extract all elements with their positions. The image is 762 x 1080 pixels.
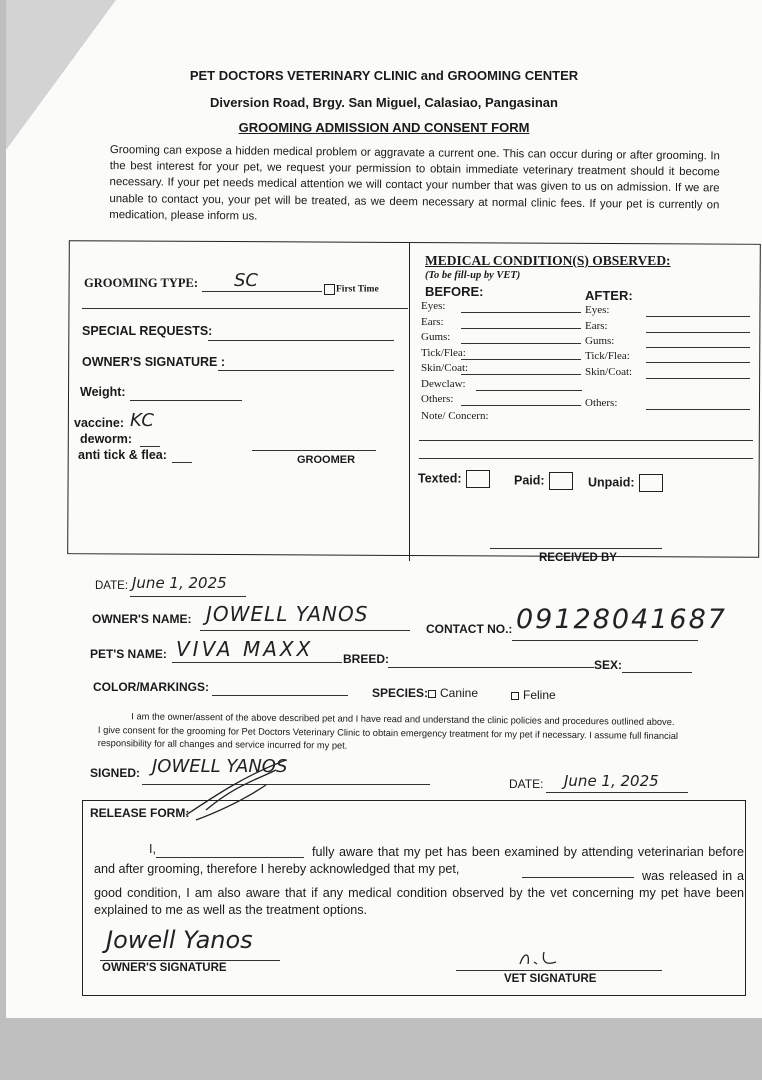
before-field-line <box>461 328 581 329</box>
grooming-type-label: GROOMING TYPE: <box>84 276 199 290</box>
owner-signature-line <box>218 370 394 371</box>
release-title: RELEASE FORM: <box>90 806 190 820</box>
before-label: BEFORE: <box>425 284 484 299</box>
grooming-type-line <box>202 291 322 292</box>
medical-title: MEDICAL CONDITION(S) OBSERVED: <box>425 253 671 268</box>
release-owner-signature-label: OWNER'S SIGNATURE <box>102 962 227 974</box>
weight-label: Weight: <box>80 385 126 399</box>
release-text-b: was released in a good condition, I am also aware that if any medical condition observed by the vet concerning my pet have been explained to me as well as the treatment options. <box>94 869 744 917</box>
groomer-label: GROOMER <box>297 454 356 466</box>
canine-label: Canine <box>440 686 479 700</box>
first-time-label: First Time <box>336 284 379 295</box>
contact-line <box>512 640 698 641</box>
paid-field[interactable] <box>514 472 573 490</box>
weight-line <box>130 400 242 401</box>
unpaid-field[interactable] <box>588 474 663 492</box>
before-field-label: Ears: <box>421 315 444 328</box>
form-title: GROOMING ADMISSION AND CONSENT FORM <box>238 120 530 135</box>
clinic-address: Diversion Road, Brgy. San Miguel, Calasiao, Pangasinan <box>210 95 558 110</box>
note-line-1 <box>419 440 753 441</box>
after-field-label: Skin/Coat: <box>585 366 633 378</box>
contact-label: CONTACT NO.: <box>426 622 513 636</box>
owner-name-value: JOWELL YANOS <box>206 602 369 626</box>
breed-line <box>388 667 594 668</box>
unpaid-label: Unpaid: <box>588 475 635 490</box>
vet-signature-label: VET SIGNATURE <box>504 973 597 985</box>
date-line <box>130 596 246 597</box>
consent-date-line <box>546 792 688 793</box>
feline-option[interactable] <box>511 688 556 702</box>
feline-label: Feline <box>523 688 556 702</box>
before-field-line <box>461 359 581 360</box>
vet-initials-scribble <box>516 948 566 970</box>
canine-option[interactable] <box>428 686 478 700</box>
breed-label: BREED: <box>343 652 390 666</box>
intro-paragraph: Grooming can expose a hidden medical problem or aggravate a current one. This can occur during or after grooming. In the best interest for your pet, we request your permission to obtain immediate veterinary treatment should it become necessary. If your pet needs medical attention we will contact your number that was given to us on admission. If we are unable to contact you, your pet will be treated, as we deem necessary at normal clinic fees. If your pet is currently on medication, please inform us. <box>109 143 720 223</box>
texted-label: Texted: <box>418 471 462 486</box>
before-field-label: Tick/Flea: <box>421 346 466 359</box>
before-field-line <box>476 390 582 391</box>
after-field-line <box>646 332 750 333</box>
release-owner-line <box>100 960 280 961</box>
release-owner-signature-value: Jowell Yanos <box>106 926 253 954</box>
sex-label: SEX: <box>594 658 623 672</box>
medical-subtitle: (To be fill-up by VET) <box>425 270 521 281</box>
owner-signature-label: OWNER'S SIGNATURE : <box>82 355 226 369</box>
signed-label: SIGNED: <box>90 766 141 780</box>
color-label: COLOR/MARKINGS: <box>93 680 209 694</box>
special-requests-label: SPECIAL REQUESTS: <box>82 324 213 338</box>
release-text-a: fully aware that my pet has been examined by attending veterinarian before and after grooming, therefore I hereby acknowledged that my pet, <box>94 845 744 876</box>
clinic-name: PET DOCTORS VETERINARY CLINIC and GROOMING CENTER <box>189 68 579 83</box>
note-label: Note/ Concern: <box>421 410 489 422</box>
before-field-line <box>461 312 581 313</box>
consent-date-value: June 1, 2025 <box>564 772 659 790</box>
before-field-line <box>461 374 581 375</box>
box-divider <box>409 243 410 561</box>
before-field-label: Skin/Coat: <box>421 362 469 374</box>
pet-name-value: VIVA MAXX <box>176 637 314 661</box>
texted-field[interactable] <box>418 470 490 488</box>
pet-name-line <box>172 662 342 663</box>
grooming-type-value: SC <box>234 270 258 291</box>
owner-name-line <box>200 630 410 631</box>
after-field-line <box>646 409 750 410</box>
anti-tick-line <box>172 462 192 463</box>
color-line <box>212 695 348 696</box>
consent-date-label: DATE: <box>509 777 544 791</box>
deworm-line <box>140 446 160 447</box>
unpaid-checkbox[interactable] <box>639 474 663 492</box>
anti-tick-label: anti tick & flea: <box>78 448 167 462</box>
consent-text-2: I give consent for the grooming for Pet Doctors Veterinary Clinic to obtain emergency treatment for my pet if necessary. I assume full financial responsibility for all changes and service incurred for my pet. <box>97 724 679 751</box>
before-field-label: Dewclaw: <box>421 377 466 390</box>
first-time-option[interactable] <box>324 284 379 295</box>
contact-value: 09128041687 <box>516 604 727 635</box>
after-field-label: Others: <box>585 397 618 409</box>
vaccine-label: vaccine: <box>74 416 125 430</box>
owner-name-label: OWNER'S NAME: <box>92 612 192 626</box>
after-field-line <box>646 362 750 363</box>
after-field-line <box>646 347 750 348</box>
signed-value: JOWELL YANOS <box>152 756 288 777</box>
after-field-line <box>646 316 750 317</box>
received-by-label: RECEIVED BY <box>539 552 617 564</box>
after-field-label: Tick/Flea: <box>585 350 630 362</box>
texted-checkbox[interactable] <box>466 470 490 488</box>
before-field-line <box>461 343 581 344</box>
before-field-label: Gums: <box>421 331 451 343</box>
deworm-label: deworm: <box>80 432 133 446</box>
release-i-label: I, <box>149 842 156 856</box>
before-field-line <box>461 405 581 406</box>
paid-label: Paid: <box>514 473 545 488</box>
date-value: June 1, 2025 <box>132 574 227 592</box>
after-field-label: Gums: <box>585 335 615 347</box>
special-requests-line <box>208 340 394 341</box>
date-label: DATE: <box>95 580 129 592</box>
first-time-checkbox[interactable] <box>324 284 335 295</box>
grooming-type-line-2 <box>82 308 408 309</box>
before-field-label: Eyes: <box>421 300 446 312</box>
after-label: AFTER: <box>585 288 633 303</box>
after-field-line <box>646 378 750 379</box>
paid-checkbox[interactable] <box>549 472 573 490</box>
vet-signature-line <box>456 970 662 971</box>
pet-name-label: PET'S NAME: <box>90 647 167 661</box>
species-label: SPECIES: <box>372 686 429 700</box>
feline-checkbox[interactable] <box>511 692 519 700</box>
received-by-line <box>490 548 662 549</box>
sex-line <box>622 672 692 673</box>
vaccine-value: KC <box>130 410 154 431</box>
before-field-label: Others: <box>421 393 454 405</box>
canine-checkbox[interactable] <box>428 690 436 698</box>
after-field-label: Eyes: <box>585 304 610 316</box>
consent-text-1: I am the owner/assent of the above described pet and I have read and understand the clinic policies and procedures outlined above. <box>131 711 675 728</box>
note-line-2 <box>419 458 753 459</box>
after-field-label: Ears: <box>585 320 608 332</box>
groomer-line <box>252 450 376 451</box>
form-paper <box>6 0 762 1018</box>
